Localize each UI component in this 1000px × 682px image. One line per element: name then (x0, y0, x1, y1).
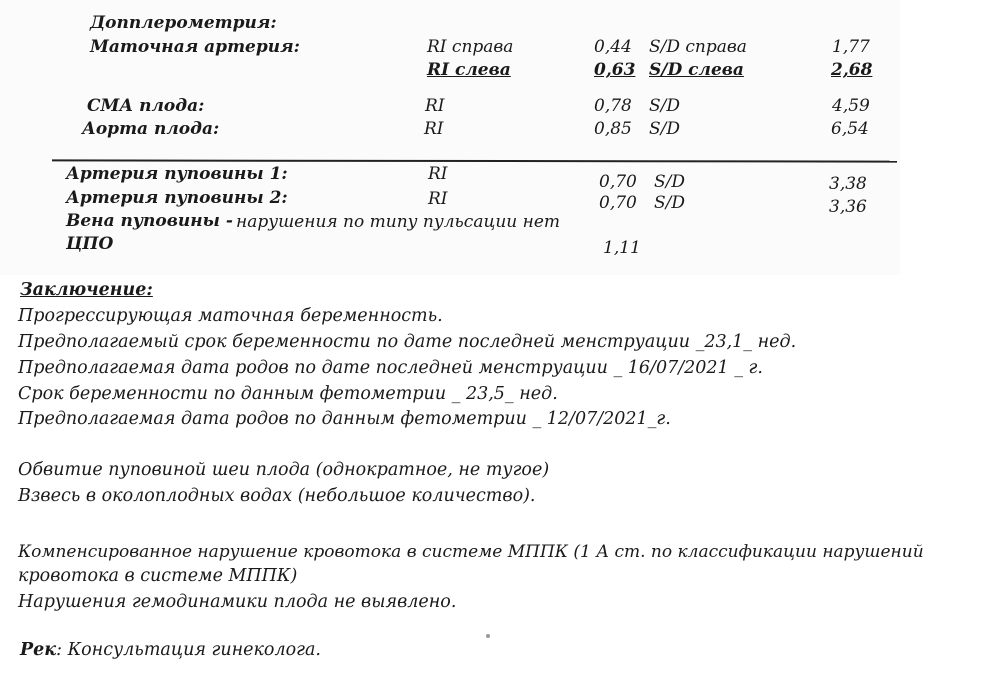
conclusion-line: Взвесь в околоплодных водах (небольшое количество). (18, 486, 536, 506)
conclusion-title: Заключение: (20, 280, 153, 300)
cpo-value: 1,11 (603, 238, 641, 258)
recommendation-text: : Консультация гинеколога. (56, 640, 321, 660)
uterine-artery-label: Маточная артерия: (90, 37, 300, 57)
umbilical-vein-text: нарушения по типу пульсации нет (236, 212, 561, 232)
umbilical-artery-2-sd-label: S/D (654, 193, 686, 213)
umbilical-artery-2-label: Артерия пуповины 2: (66, 188, 288, 208)
umbilical-artery-1-sd-label: S/D (654, 172, 686, 192)
umbilical-artery-1-ri-value: 0,70 (599, 172, 637, 192)
mca-ri-value: 0,78 (594, 96, 632, 116)
mca-sd-value: 4,59 (832, 96, 870, 116)
umbilical-artery-2-ri-label: RI (428, 189, 448, 209)
aorta-label: Аорта плода: (82, 119, 220, 139)
mca-sd-label: S/D (649, 96, 681, 116)
umbilical-artery-2-sd-value: 3,36 (829, 197, 867, 217)
conclusion-line: Нарушения гемодинамики плода не выявлено. (18, 592, 457, 612)
uterine-sd-right-value: 1,77 (832, 37, 870, 57)
aorta-sd-label: S/D (649, 119, 681, 139)
umbilical-artery-1-sd-value: 3,38 (829, 174, 867, 194)
conclusion-line: кровотока в системе МППК) (18, 566, 298, 586)
cpo-label: ЦПО (66, 234, 114, 254)
conclusion-line: Компенсированное нарушение кровотока в системе МППК (1 А ст. по классификации нарушений (18, 542, 924, 562)
uterine-ri-right-value: 0,44 (594, 37, 632, 57)
conclusion-line: Срок беременности по данным фетометрии _ 23,5_ нед. (18, 384, 558, 404)
recommendation (20, 640, 321, 660)
uterine-ri-right-label: RI справа (427, 37, 514, 57)
conclusion-line: Предполагаемая дата родов по дате последней менструации _ 16/07/2021 _ г. (18, 358, 763, 378)
aorta-ri-value: 0,85 (594, 119, 632, 139)
uterine-sd-left-label: S/D слева (649, 60, 744, 80)
umbilical-vein-label: Вена пуповины - (66, 211, 233, 231)
mca-ri-label: RI (425, 96, 445, 116)
aorta-ri-label: RI (424, 119, 444, 139)
aorta-sd-value: 6,54 (831, 119, 869, 139)
umbilical-artery-2-ri-value: 0,70 (599, 193, 637, 213)
umbilical-artery-1-ri-label: RI (428, 164, 448, 184)
conclusion-line: Обвитие пуповиной шеи плода (однократное, не тугое) (18, 460, 550, 480)
uterine-sd-right-label: S/D справа (649, 37, 747, 57)
recommendation-label: Рек (20, 640, 57, 660)
uterine-sd-left-value: 2,68 (831, 60, 873, 80)
uterine-ri-left-value: 0,63 (594, 60, 636, 80)
mca-label: СМА плода: (87, 96, 205, 116)
conclusion-line: Предполагаемая дата родов по данным фетометрии _ 12/07/2021_г. (18, 409, 671, 429)
conclusion-line: Предполагаемый срок беременности по дате последней менструации _23,1_ нед. (18, 332, 797, 352)
uterine-ri-left-label: RI слева (427, 60, 511, 80)
speck-mark (486, 634, 490, 638)
umbilical-artery-1-label: Артерия пуповины 1: (66, 164, 288, 184)
doppler-title: Допплерометрия: (90, 13, 277, 33)
conclusion-line: Прогрессирующая маточная беременность. (18, 306, 443, 326)
